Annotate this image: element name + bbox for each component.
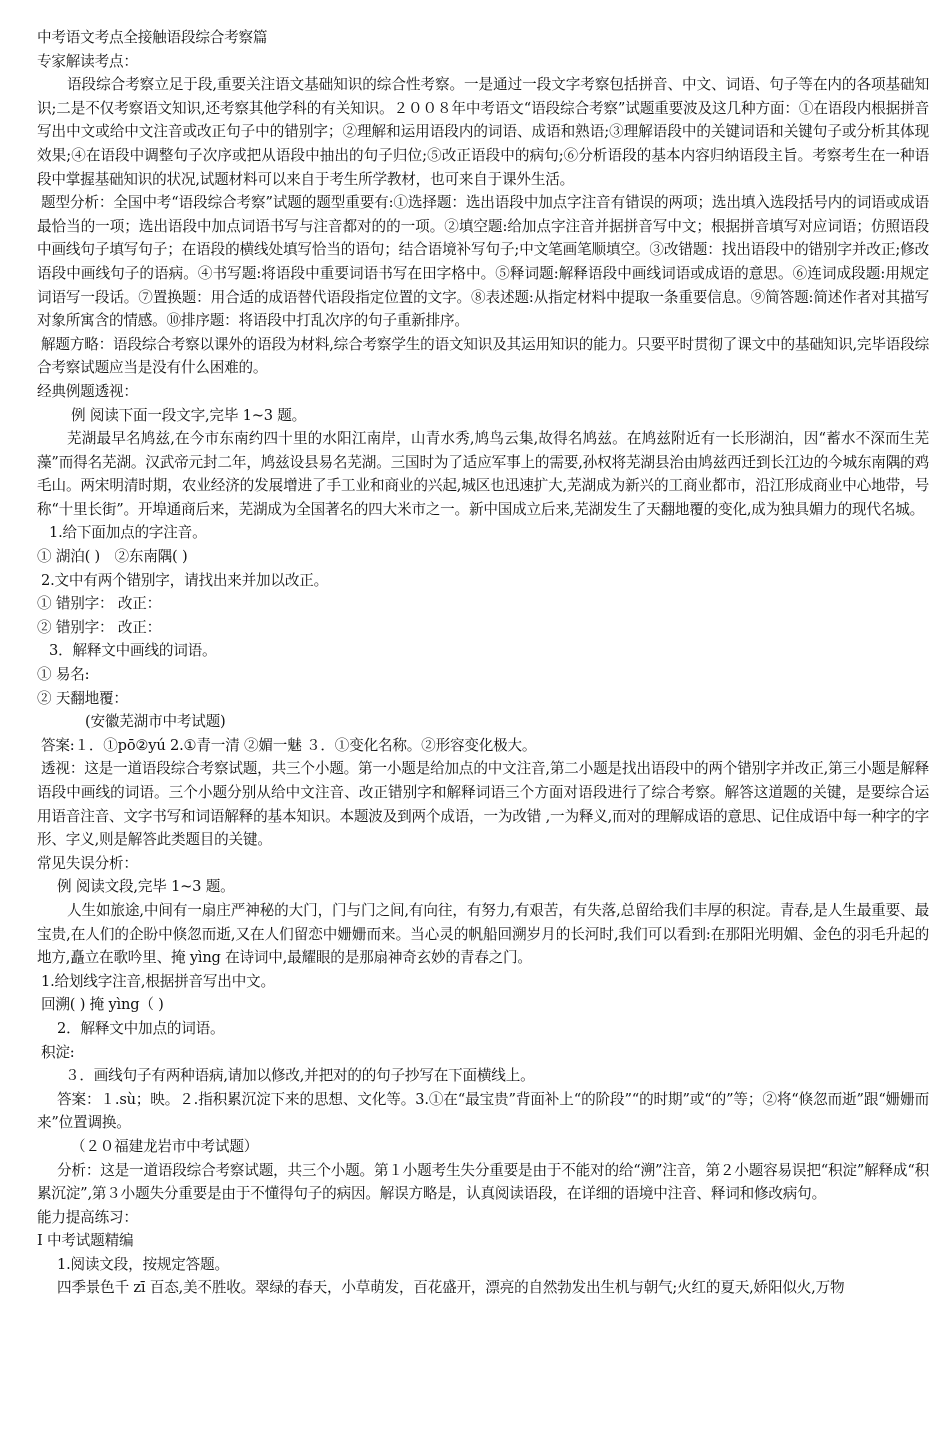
mistakes-question-1: 1.给划线字注音,根据拼音写出中文。 bbox=[41, 972, 275, 990]
classic-answer: 答案:１．①pō②yú 2.①青一清 ②媚一魅 ３．①变化名称。②形容变化极大。 bbox=[41, 736, 537, 754]
practice-section-label: Ⅰ 中考试题精编 bbox=[37, 1232, 134, 1250]
mistakes-answer: 答案：１.sù；映。２.指积累沉淀下来的思想、文化等。3.①在“最宝贵”背面补上“的阶段”“的时期”或“的”等；②将“倏忽而逝”跟“姗姗而来”位置调换。 bbox=[37, 1090, 929, 1132]
classic-passage: 芜湖最早名鸠兹,在今市东南约四十里的水阳江南岸，山青水秀,鸠鸟云集,故得名鸠兹。在鸠兹附近有一长形湖泊，因“蓄水不深而生芜藻”而得名芜湖。汉武帝元封二年，鸠兹设县易名芜湖。三国时为了适应军事上的需要,孙权将芜湖县治由鸠兹西迁到长江边的今城东南隅的鸡毛山。两宋明清时期，农业经济的发展增进了手工业和商业的兴起,城区也迅速扩大,芜湖成为新兴的工商业都市，沿江形成商业中心地带，号称“十里长街”。开埠通商后来，芜湖成为全国著名的四大米市之一。新中国成立后来,芜湖发生了天翻地覆的变化,成为独具媚力的现代名城。 bbox=[37, 430, 929, 518]
classic-question-3: 3．解释文中画线的词语。 bbox=[49, 642, 217, 660]
section-heading-classic: 经典例题透视： bbox=[37, 382, 138, 400]
classic-question-1-items: ① 湖泊( ) ②东南隅( ) bbox=[37, 548, 188, 566]
mistakes-example-intro: 例 阅读文段,完毕 1~3 题。 bbox=[57, 878, 235, 896]
document-page bbox=[37, 26, 929, 1300]
classic-question-2-a: ① 错别字： 改正： bbox=[37, 595, 162, 613]
section-heading-practice: 能力提高练习： bbox=[37, 1208, 138, 1226]
section-heading-mistakes: 常见失误分析： bbox=[37, 854, 138, 872]
classic-analysis: 透视：这是一道语段综合考察试题，共三个小题。第一小题是给加点的中文注音,第二小题是找出语段中的两个错别字并改正,第三小题是解释语段中画线的词语。三个小题分别从给中文注音、改正错别字和解释词语三个方面对语段进行了综合考察。解答这道题的关键，是要综合运用语音注音、文字书写和词语解释的基本知识。本题波及到两个成语，一为改错 ,一为释义,而对的理解成语的意思、记住成语中每一种字的字形、字义,则是解答此类题目的关键。 bbox=[37, 760, 929, 849]
mistakes-source: （２０福建龙岩市中考试题） bbox=[71, 1137, 259, 1155]
mistakes-question-3: ３．画线句子有两种语病,请加以修改,并把对的的句子抄写在下面横线上。 bbox=[65, 1067, 535, 1085]
expert-paragraph-question-types: 题型分析：全国中考“语段综合考察”试题的题型重要有:①选择题：选出语段中加点字注音有错误的两项；选出填入选段括号内的词语或成语最恰当的一项；选出语段中加点词语书写与注音都对的的一项。②填空题:给加点字注音并据拼音写中文；根据拼音填写对应词语；仿照语段中画线句子填写句子；在语段的横线处填写恰当的语句；结合语境补写句子;中文笔画笔顺填空。③改错题：找出语段中的错别字并改正;修改语段中画线句子的语病。④书写题:将语段中重要词语书写在田字格中。⑤释词题:解释语段中画线词语或成语的意思。⑥连词成段题:用规定词语写一段话。⑦置换题：用合适的成语替代语段指定位置的文字。⑧表述题:从指定材料中提取一条重要信息。⑨简答题:简述作者对其描写对象所寓含的情感。⑩排序题：将语段中打乱次序的句子重新排序。 bbox=[37, 194, 929, 330]
section-heading-expert: 专家解读考点： bbox=[37, 52, 138, 70]
mistakes-question-2: 2．解释文中加点的词语。 bbox=[57, 1019, 225, 1037]
mistakes-analysis: 分析：这是一道语段综合考察试题，共三个小题。第１小题考生失分重要是由于不能对的给“溯”注音，第２小题容易误把“积淀”解释成“积累沉淀”,第３小题失分重要是由于不懂得句子的病因。解误方略是，认真阅读语段，在详细的语境中注音、释词和修改病句。 bbox=[37, 1161, 929, 1203]
expert-paragraph-strategy: 解题方略：语段综合考察以课外的语段为材料,综合考察学生的语文知识及其运用知识的能力。只要平时贯彻了课文中的基础知识,完毕语段综合考察试题应当是没有什么困难的。 bbox=[37, 335, 929, 377]
classic-source: (安徽芜湖市中考试题) bbox=[85, 713, 226, 731]
document-title: 中考语文考点全接触语段综合考察篇 bbox=[37, 29, 268, 46]
practice-passage-start: 四季景色千 zī 百态,美不胜收。翠绿的春天，小草萌发，百花盛开，漂亮的自然勃发出生机与朝气;火红的夏天,娇阳似火,万物 bbox=[57, 1279, 845, 1297]
classic-question-1: 1.给下面加点的字注音。 bbox=[49, 524, 207, 542]
classic-question-2-b: ② 错别字： 改正： bbox=[37, 618, 162, 636]
mistakes-passage: 人生如旅途,中间有一扇庄严神秘的大门，门与门之间,有向往，有努力,有艰苦，有失落,总留给我们丰厚的积淀。青春,是人生最重要、最宝贵,在人们的企盼中倏忽而逝,又在人们留恋中姗姗而来。当心灵的帆船回溯岁月的长河时,我们可以看到:在那阳光明媚、金色的羽毛升起的地方,矗立在歌吟里、掩 yìng 在诗词中,最耀眼的是那扇神奇玄妙的青春之门。 bbox=[37, 901, 929, 967]
expert-paragraph-1: 语段综合考察立足于段,重要关注语文基础知识的综合性考察。一是通过一段文字考察包括拼音、中文、词语、句子等在内的各项基础知识;二是不仅考察语文知识,还考察其他学科的有关知识。２００８年中考语文“语段综合考察”试题重要波及这几种方面：①在语段内根据拼音写出中文或给中文注音或改正句子中的错别字；②理解和运用语段内的词语、成语和熟语;③理解语段中的关键词语和关键句子或分析其体现效果;④在语段中调整句子次序或把从语段中抽出的句子归位;⑤改正语段中的病句;⑥分析语段的基本内容归纳语段主旨。考察考生在一种语段中掌握基础知识的状况,试题材料可以来自于考生所学教材，也可来自于课外生活。 bbox=[37, 76, 929, 188]
classic-question-3-b: ② 天翻地覆： bbox=[37, 689, 128, 707]
classic-question-3-a: ① 易名: bbox=[37, 666, 90, 684]
practice-question-1: 1.阅读文段，按规定答题。 bbox=[57, 1255, 229, 1273]
classic-example-intro: 例 阅读下面一段文字,完毕 1~3 题。 bbox=[71, 406, 307, 424]
mistakes-question-1-items: 回溯( ) 掩 yìng（ ) bbox=[41, 996, 164, 1014]
mistakes-question-2-item: 积淀: bbox=[41, 1043, 75, 1061]
classic-question-2: 2.文中有两个错别字，请找出来并加以改正。 bbox=[41, 571, 329, 589]
